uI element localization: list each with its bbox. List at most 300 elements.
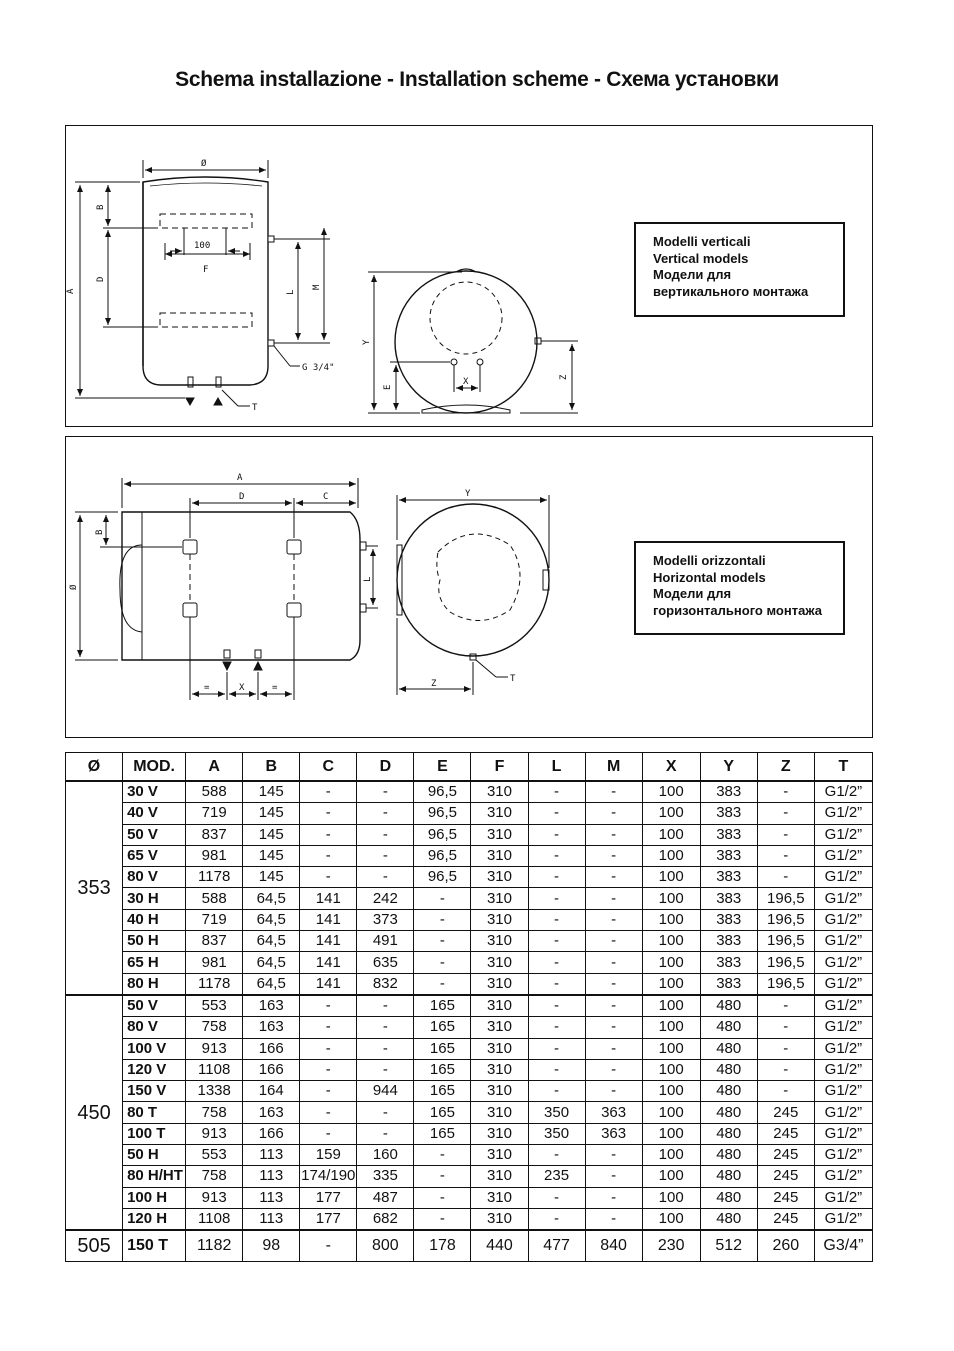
table-row — [66, 1208, 873, 1230]
model-cell: 80 V — [123, 1017, 186, 1038]
dim-label-t-v: T — [252, 403, 258, 413]
value-cell: 310 — [471, 1123, 528, 1144]
value-cell: 96,5 — [414, 845, 471, 866]
value-cell: 480 — [700, 1081, 757, 1102]
dim-label-d-h: D — [239, 492, 245, 502]
table-row — [66, 1038, 873, 1059]
value-cell: 100 — [642, 1059, 700, 1080]
dim-label-d-v: D — [96, 276, 106, 282]
value-cell: 944 — [357, 1081, 414, 1102]
value-cell: - — [585, 1145, 642, 1166]
value-cell: 100 — [642, 845, 700, 866]
value-cell: - — [528, 1187, 585, 1208]
value-cell: 178 — [414, 1230, 471, 1262]
value-cell: 166 — [243, 1123, 300, 1144]
value-cell: - — [585, 781, 642, 803]
value-cell: 174/190 — [300, 1166, 357, 1187]
legend-line: вертикального монтажа — [653, 283, 809, 299]
value-cell: - — [414, 1208, 471, 1230]
value-cell: 1178 — [186, 867, 243, 888]
value-cell: - — [414, 1166, 471, 1187]
value-cell: - — [357, 1017, 414, 1038]
value-cell: 100 — [642, 973, 700, 995]
value-cell: 981 — [186, 952, 243, 973]
value-cell: 383 — [700, 824, 757, 845]
value-cell: 310 — [471, 1081, 528, 1102]
column-header: X — [642, 753, 700, 782]
value-cell: - — [585, 1017, 642, 1038]
value-cell: 310 — [471, 803, 528, 824]
value-cell: G1/2” — [814, 845, 872, 866]
value-cell: 310 — [471, 1145, 528, 1166]
value-cell: 100 — [642, 909, 700, 930]
value-cell: - — [528, 1081, 585, 1102]
value-cell: - — [757, 1081, 814, 1102]
value-cell: 163 — [243, 1102, 300, 1123]
value-cell: 758 — [186, 1017, 243, 1038]
model-cell: 80 H/HT — [123, 1166, 186, 1187]
value-cell: 245 — [757, 1123, 814, 1144]
value-cell: 96,5 — [414, 781, 471, 803]
value-cell: - — [585, 909, 642, 930]
value-cell: 1338 — [186, 1081, 243, 1102]
value-cell: - — [357, 803, 414, 824]
model-cell: 40 V — [123, 803, 186, 824]
table-row — [66, 995, 873, 1017]
value-cell: 64,5 — [243, 888, 300, 909]
value-cell: 177 — [300, 1187, 357, 1208]
diameter-cell: 450 — [66, 995, 123, 1230]
table-row — [66, 909, 873, 930]
value-cell: G1/2” — [814, 931, 872, 952]
diameter-cell: 505 — [66, 1230, 123, 1262]
value-cell: 512 — [700, 1230, 757, 1262]
column-header: Y — [700, 753, 757, 782]
value-cell: - — [528, 931, 585, 952]
table-row — [66, 845, 873, 866]
legend-line: Модели для — [653, 586, 732, 601]
value-cell: 350 — [528, 1102, 585, 1123]
value-cell: 310 — [471, 1102, 528, 1123]
value-cell: G1/2” — [814, 824, 872, 845]
value-cell: 913 — [186, 1038, 243, 1059]
value-cell: G1/2” — [814, 1208, 872, 1230]
value-cell: - — [357, 1102, 414, 1123]
dim-label-dia-v: Ø — [201, 159, 207, 169]
table-row — [66, 1059, 873, 1080]
value-cell: 383 — [700, 845, 757, 866]
dim-label-b-v: B — [96, 204, 106, 210]
value-cell: 165 — [414, 1123, 471, 1144]
dim-label-a-v: A — [66, 288, 76, 294]
value-cell: - — [528, 1208, 585, 1230]
value-cell: 113 — [243, 1145, 300, 1166]
value-cell: - — [414, 888, 471, 909]
value-cell: 837 — [186, 824, 243, 845]
value-cell: 350 — [528, 1123, 585, 1144]
dimensions-table — [65, 752, 873, 1262]
value-cell: 100 — [642, 781, 700, 803]
value-cell: 260 — [757, 1230, 814, 1262]
value-cell: 64,5 — [243, 931, 300, 952]
column-header: F — [471, 753, 528, 782]
value-cell: 310 — [471, 1017, 528, 1038]
value-cell: G1/2” — [814, 1145, 872, 1166]
value-cell: 335 — [357, 1166, 414, 1187]
value-cell: 635 — [357, 952, 414, 973]
table-row — [66, 1145, 873, 1166]
value-cell: - — [357, 845, 414, 866]
value-cell: 160 — [357, 1145, 414, 1166]
value-cell: 100 — [642, 1038, 700, 1059]
value-cell: 165 — [414, 1081, 471, 1102]
value-cell: 100 — [642, 952, 700, 973]
value-cell: 310 — [471, 1208, 528, 1230]
table-row — [66, 781, 873, 803]
model-cell: 30 V — [123, 781, 186, 803]
value-cell: - — [414, 931, 471, 952]
value-cell: 196,5 — [757, 931, 814, 952]
value-cell: 96,5 — [414, 824, 471, 845]
table-row — [66, 1230, 873, 1262]
value-cell: 480 — [700, 1017, 757, 1038]
dim-label-z-v: Z — [559, 374, 569, 380]
dim-label-e-v: E — [383, 384, 393, 390]
model-cell: 50 H — [123, 931, 186, 952]
value-cell: 719 — [186, 803, 243, 824]
value-cell: - — [757, 1059, 814, 1080]
value-cell: 196,5 — [757, 973, 814, 995]
dim-label-c-h: C — [323, 492, 329, 502]
value-cell: - — [585, 803, 642, 824]
value-cell: 1108 — [186, 1208, 243, 1230]
value-cell: 196,5 — [757, 888, 814, 909]
value-cell: 310 — [471, 781, 528, 803]
value-cell: 588 — [186, 888, 243, 909]
value-cell: - — [414, 1187, 471, 1208]
value-cell: 383 — [700, 973, 757, 995]
value-cell: - — [300, 1123, 357, 1144]
vertical-tank-front-view — [143, 177, 274, 406]
value-cell: 310 — [471, 867, 528, 888]
value-cell: - — [300, 1102, 357, 1123]
value-cell: 913 — [186, 1123, 243, 1144]
value-cell: - — [300, 1059, 357, 1080]
value-cell: 100 — [642, 888, 700, 909]
value-cell: - — [414, 952, 471, 973]
value-cell: 164 — [243, 1081, 300, 1102]
value-cell: 310 — [471, 1059, 528, 1080]
table-row — [66, 1102, 873, 1123]
value-cell: G1/2” — [814, 952, 872, 973]
value-cell: 165 — [414, 1038, 471, 1059]
dim-label-g34: G 3/4" — [302, 363, 335, 373]
diameter-cell: 353 — [66, 781, 123, 995]
value-cell: 477 — [528, 1230, 585, 1262]
value-cell: - — [528, 1017, 585, 1038]
value-cell: - — [528, 1038, 585, 1059]
value-cell: 383 — [700, 803, 757, 824]
value-cell: 800 — [357, 1230, 414, 1262]
value-cell: 553 — [186, 995, 243, 1017]
value-cell: 145 — [243, 824, 300, 845]
value-cell: 100 — [642, 1166, 700, 1187]
value-cell: 913 — [186, 1187, 243, 1208]
value-cell: 758 — [186, 1102, 243, 1123]
value-cell: 145 — [243, 845, 300, 866]
column-header: B — [243, 753, 300, 782]
value-cell: 480 — [700, 995, 757, 1017]
value-cell: - — [300, 845, 357, 866]
value-cell: 166 — [243, 1038, 300, 1059]
value-cell: 165 — [414, 995, 471, 1017]
dim-label-l-h: L — [363, 576, 373, 582]
dim-label-x-v: X — [463, 377, 469, 387]
value-cell: 480 — [700, 1208, 757, 1230]
value-cell: G1/2” — [814, 1187, 872, 1208]
value-cell: - — [528, 888, 585, 909]
value-cell: - — [528, 867, 585, 888]
dim-label-m-v: M — [312, 284, 322, 290]
value-cell: 245 — [757, 1208, 814, 1230]
value-cell: - — [585, 995, 642, 1017]
model-cell: 50 V — [123, 995, 186, 1017]
value-cell: - — [528, 952, 585, 973]
value-cell: G1/2” — [814, 867, 872, 888]
value-cell: 113 — [243, 1208, 300, 1230]
value-cell: 64,5 — [243, 952, 300, 973]
value-cell: 310 — [471, 995, 528, 1017]
table-row — [66, 824, 873, 845]
value-cell: - — [300, 1081, 357, 1102]
column-header: MOD. — [123, 753, 186, 782]
value-cell: 64,5 — [243, 909, 300, 930]
value-cell: - — [528, 995, 585, 1017]
value-cell: 145 — [243, 867, 300, 888]
legend-line: Модели для — [653, 267, 732, 282]
value-cell: 480 — [700, 1102, 757, 1123]
value-cell: 100 — [642, 1081, 700, 1102]
horizontal-models-legend — [634, 541, 845, 635]
legend-line: горизонтального монтажа — [653, 602, 822, 618]
value-cell: 383 — [700, 781, 757, 803]
value-cell: 141 — [300, 931, 357, 952]
model-cell: 150 T — [123, 1230, 186, 1262]
value-cell: 145 — [243, 781, 300, 803]
value-cell: 141 — [300, 973, 357, 995]
value-cell: 373 — [357, 909, 414, 930]
value-cell: - — [528, 803, 585, 824]
model-cell: 30 H — [123, 888, 186, 909]
value-cell: G1/2” — [814, 1017, 872, 1038]
dim-label-y-h: Y — [465, 489, 471, 499]
table-row — [66, 1017, 873, 1038]
value-cell: 310 — [471, 824, 528, 845]
dim-label-y-v: Y — [362, 339, 372, 345]
value-cell: - — [585, 1038, 642, 1059]
value-cell: - — [357, 1038, 414, 1059]
value-cell: 165 — [414, 1017, 471, 1038]
column-header: Ø — [66, 753, 123, 782]
value-cell: G1/2” — [814, 995, 872, 1017]
model-cell: 100 T — [123, 1123, 186, 1144]
legend-line: Modelli orizzontali — [653, 553, 766, 568]
value-cell: 310 — [471, 931, 528, 952]
value-cell: 383 — [700, 931, 757, 952]
dim-label-dia-h: Ø — [69, 584, 79, 590]
dim-label-t-h: T — [510, 674, 516, 684]
value-cell: 1178 — [186, 973, 243, 995]
value-cell: - — [357, 824, 414, 845]
table-header — [66, 753, 873, 782]
model-cell: 40 H — [123, 909, 186, 930]
model-cell: 80 H — [123, 973, 186, 995]
value-cell: - — [757, 1038, 814, 1059]
value-cell: 141 — [300, 952, 357, 973]
value-cell: G1/2” — [814, 1102, 872, 1123]
column-header: E — [414, 753, 471, 782]
value-cell: - — [300, 1230, 357, 1262]
value-cell: 100 — [642, 1208, 700, 1230]
value-cell: 245 — [757, 1102, 814, 1123]
value-cell: 141 — [300, 909, 357, 930]
value-cell: 310 — [471, 1038, 528, 1059]
value-cell: 100 — [642, 1145, 700, 1166]
model-cell: 100 H — [123, 1187, 186, 1208]
table-row — [66, 1187, 873, 1208]
value-cell: - — [585, 845, 642, 866]
value-cell: G1/2” — [814, 888, 872, 909]
value-cell: - — [757, 1017, 814, 1038]
value-cell: - — [357, 1123, 414, 1144]
value-cell: 245 — [757, 1187, 814, 1208]
model-cell: 120 V — [123, 1059, 186, 1080]
value-cell: - — [357, 995, 414, 1017]
value-cell: 682 — [357, 1208, 414, 1230]
value-cell: 145 — [243, 803, 300, 824]
value-cell: 310 — [471, 1166, 528, 1187]
value-cell: - — [528, 973, 585, 995]
value-cell: 1182 — [186, 1230, 243, 1262]
value-cell: - — [757, 845, 814, 866]
value-cell: 242 — [357, 888, 414, 909]
model-cell: 50 H — [123, 1145, 186, 1166]
value-cell: G1/2” — [814, 1059, 872, 1080]
value-cell: - — [757, 781, 814, 803]
value-cell: 163 — [243, 1017, 300, 1038]
value-cell: 98 — [243, 1230, 300, 1262]
value-cell: - — [528, 1145, 585, 1166]
value-cell: 837 — [186, 931, 243, 952]
value-cell: 480 — [700, 1166, 757, 1187]
value-cell: - — [757, 803, 814, 824]
dim-label-z-h: Z — [431, 679, 437, 689]
table-row — [66, 1123, 873, 1144]
value-cell: G1/2” — [814, 781, 872, 803]
table-row — [66, 1081, 873, 1102]
dim-label-f-v: F — [203, 265, 209, 275]
value-cell: 166 — [243, 1059, 300, 1080]
value-cell: - — [414, 909, 471, 930]
vertical-models-legend — [634, 222, 845, 317]
value-cell: 96,5 — [414, 803, 471, 824]
table-row — [66, 931, 873, 952]
value-cell: 480 — [700, 1059, 757, 1080]
value-cell: - — [414, 973, 471, 995]
dim-label-100: 100 — [194, 241, 211, 251]
value-cell: 310 — [471, 973, 528, 995]
value-cell: - — [528, 1059, 585, 1080]
value-cell: 100 — [642, 867, 700, 888]
page-title: Schema installazione - Installation scheme - Схема установки — [175, 68, 779, 91]
value-cell: - — [585, 1081, 642, 1102]
value-cell: 1108 — [186, 1059, 243, 1080]
value-cell: 100 — [642, 995, 700, 1017]
value-cell: 383 — [700, 909, 757, 930]
column-header: A — [186, 753, 243, 782]
value-cell: 440 — [471, 1230, 528, 1262]
value-cell: 310 — [471, 1187, 528, 1208]
dim-label-eq-left: = — [204, 683, 210, 693]
value-cell: 383 — [700, 867, 757, 888]
value-cell: 165 — [414, 1059, 471, 1080]
value-cell: - — [585, 931, 642, 952]
value-cell: 553 — [186, 1145, 243, 1166]
value-cell: 981 — [186, 845, 243, 866]
value-cell: - — [300, 824, 357, 845]
table-row — [66, 867, 873, 888]
value-cell: 113 — [243, 1187, 300, 1208]
column-header: D — [357, 753, 414, 782]
value-cell: 310 — [471, 909, 528, 930]
table-row — [66, 1166, 873, 1187]
value-cell: - — [585, 973, 642, 995]
value-cell: 196,5 — [757, 909, 814, 930]
table-row — [66, 803, 873, 824]
value-cell: - — [757, 824, 814, 845]
value-cell: - — [585, 1208, 642, 1230]
value-cell: - — [585, 867, 642, 888]
value-cell: 310 — [471, 888, 528, 909]
dim-label-b-h: B — [95, 529, 105, 535]
value-cell: - — [585, 1166, 642, 1187]
value-cell: - — [300, 995, 357, 1017]
value-cell: 235 — [528, 1166, 585, 1187]
value-cell: 310 — [471, 952, 528, 973]
value-cell: - — [300, 781, 357, 803]
value-cell: - — [585, 952, 642, 973]
value-cell: 719 — [186, 909, 243, 930]
value-cell: - — [300, 867, 357, 888]
dim-label-a-h: A — [237, 473, 243, 483]
value-cell: G1/2” — [814, 909, 872, 930]
value-cell: 113 — [243, 1166, 300, 1187]
value-cell: 383 — [700, 888, 757, 909]
vertical-tank-side-view — [395, 269, 541, 413]
value-cell: - — [528, 824, 585, 845]
value-cell: - — [528, 845, 585, 866]
column-header: T — [814, 753, 872, 782]
value-cell: 100 — [642, 824, 700, 845]
value-cell: G3/4” — [814, 1230, 872, 1262]
model-cell: 80 V — [123, 867, 186, 888]
value-cell: - — [528, 781, 585, 803]
value-cell: - — [357, 1059, 414, 1080]
dim-label-x-h: X — [239, 683, 245, 693]
value-cell: 165 — [414, 1102, 471, 1123]
value-cell: 100 — [642, 803, 700, 824]
model-cell: 150 V — [123, 1081, 186, 1102]
